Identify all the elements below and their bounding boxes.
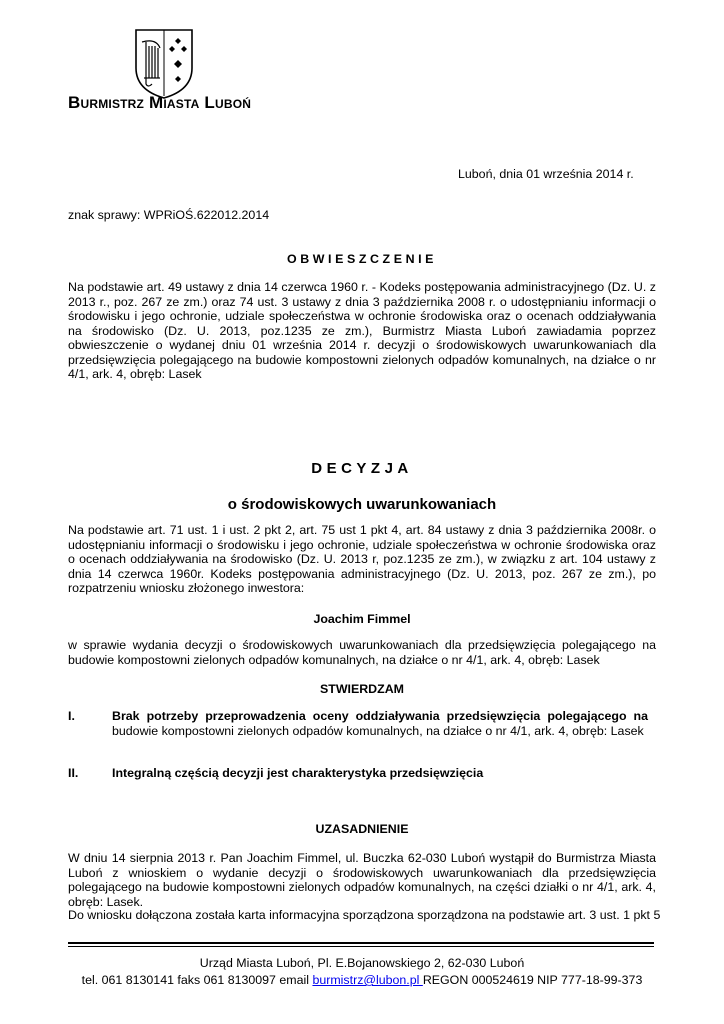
finding-number: II. [68,766,79,780]
crest-icon [134,28,194,100]
email-link[interactable]: burmistrz@lubon.pl [312,973,423,987]
footer-registry: REGON 000524619 NIP 777-18-99-373 [422,973,643,987]
decision-title: DECYZJA [311,460,413,477]
footer-address: Urząd Miasta Luboń, Pl. E.Bojanowskiego 2, 62-030 Luboń [199,956,525,970]
footer-phone: tel. 061 8130141 faks 061 8130097 email [81,973,313,987]
decision-matter: w sprawie wydania decyzji o środowiskowych uwarunkowaniach dla przedsięwzięcia polegającego na budowie kompostowni zielonych odpadów komunalnych, na działce o nr 4/1, ark. 4, obręb: Lasek [68,638,656,667]
footer-divider [68,946,654,947]
finding-bold-text: Brak potrzeby przeprowadzenia oceny oddziaływania przedsięwzięcia polegającego na [112,709,648,723]
findings-title: STWIERDZAM [320,682,404,696]
justification-title: UZASADNIENIE [315,822,409,836]
document-date: Luboń, dnia 01 września 2014 r. [458,167,634,181]
footer-contact [0,973,724,988]
footer-divider [68,942,654,944]
investor-name: Joachim Fimmel [313,612,411,626]
notice-body: Na podstawie art. 49 ustawy z dnia 14 czerwca 1960 r. - Kodeks postępowania administracyjnego (Dz. U. z 2013 r., poz. 267 ze zm.) oraz 74 ust. 3 ustawy z dnia 3 października 2008 r. o udostępnianiu informacji o środowisku i jego ochronie, udziale społeczeństwa w ochronie środowiska oraz o ocenach oddziaływania na środowisko (Dz. U. 2013, poz.1235 ze zm.), Burmistrz Miasta Luboń zawiadamia poprzez obwieszczenie o wydanej dniu 01 września 2014 r. decyzji o środowiskowych uwarunkowaniach dla przedsięwzięcia polegającego na budowie kompostowni zielonych odpadów komunalnych, na działce o nr 4/1, ark. 4, obręb: Lasek [68,280,656,381]
case-reference: znak sprawy: WPRiOŚ.622012.2014 [68,208,270,222]
finding-item: Integralną częścią decyzji jest charakterystyka przedsięwzięcia [112,766,484,780]
decision-intro: Na podstawie art. 71 ust. 1 i ust. 2 pkt 2, art. 75 ust 1 pkt 4, art. 84 ustawy z dnia 3 października 2008r. o udostępnianiu informacji o środowisku i jego ochronie, udziale społeczeństwa w ochronie środowiska oraz o ocenach oddziaływania na środowisko (Dz. U. 2013 r, poz.1235 ze zm.), w związku z art. 104 ustawy z dnia 14 czerwca 1960r. Kodeks postępowania administracyjnego (Dz. U. 2013, poz. 267 ze zm.), po rozpatrzeniu wniosku złożonego inwestora: [68,523,656,595]
justification-paragraph: W dniu 14 sierpnia 2013 r. Pan Joachim Fimmel, ul. Buczka 62-030 Luboń wystąpił do Burmistrza Miasta Luboń z wnioskiem o wydanie decyzji o środowiskowych uwarunkowaniach dla przedsięwzięcia polegającego na budowie kompostowni zielonych odpadów komunalnych, na części działki o nr 4/1, ark. 4, obręb: Lasek. [68,851,656,909]
notice-title: OBWIESZCZENIE [286,252,438,266]
finding-text: budowie kompostowni zielonych odpadów komunalnych, na działce o nr 4/1, ark. 4, obręb: Lasek [112,723,644,738]
office-name: Burmistrz Miasta Luboń [68,93,252,112]
finding-number: I. [68,709,75,723]
finding-item [112,709,648,738]
decision-subtitle: o środowiskowych uwarunkowaniach [227,496,497,513]
justification-paragraph: Do wniosku dołączona została karta informacyjna sporządzona sporządzona na podstawie art. 3 ust. 1 pkt 5 [68,908,661,922]
